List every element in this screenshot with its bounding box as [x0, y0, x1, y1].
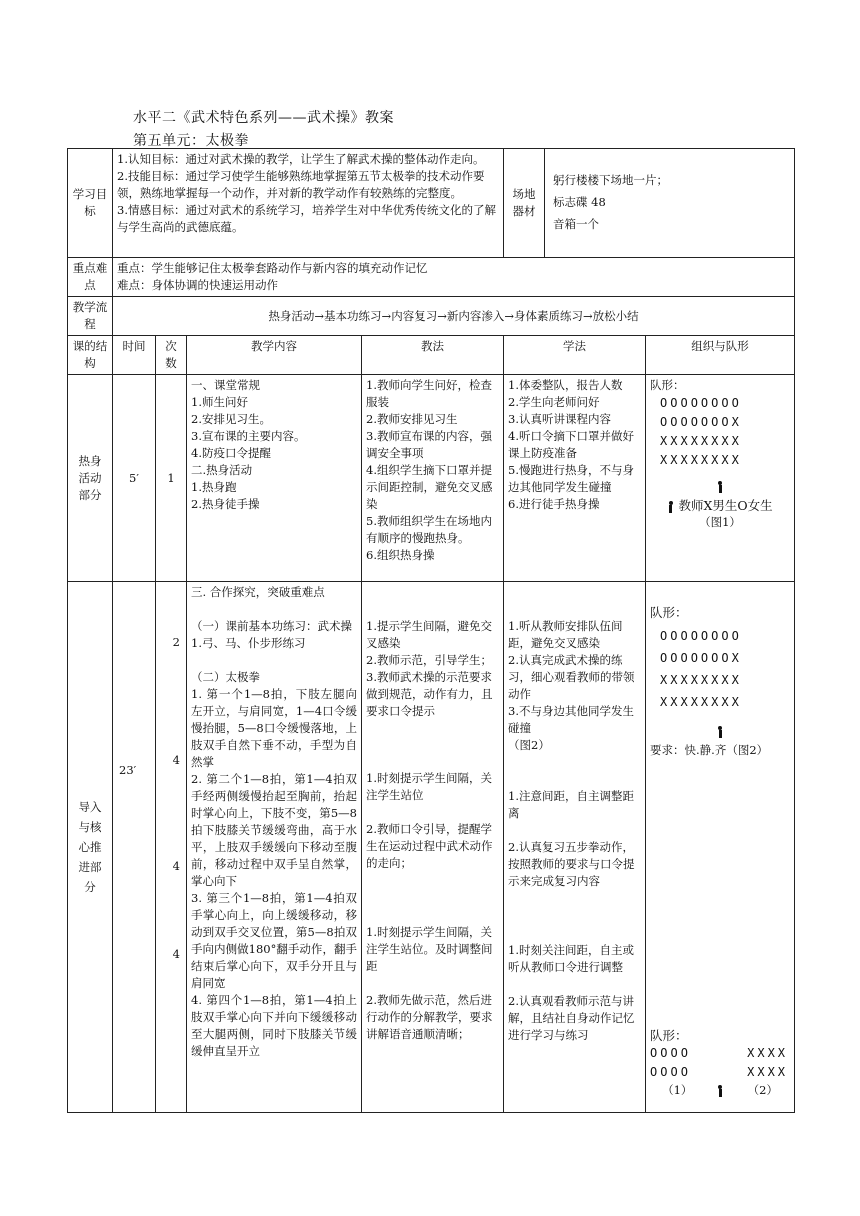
- learning-item: 3.不与身边其他同学发生碰撞: [508, 704, 635, 735]
- learning-item: 4.听口令摘下口罩并做好课上防疫准备: [508, 429, 635, 460]
- document-title: 水平二《武术特色系列——武术操》教案: [133, 110, 394, 126]
- content-step: 1. 第一个1—8拍，下肢左腿向左开立，与肩同宽，1—4口令缓慢抬腿，5—8口令缓慢落地，上肢双手自然下垂不动，手型为自然掌: [191, 687, 357, 769]
- content-step: 2. 第二个1—8拍，第1—4拍双手经两侧缓慢抬起至胸前，抬起时掌心向上，下肢不变，第5—8拍下肢膝关节缓缓弯曲，高于水平，上肢双手缓缓向下移动至腹前，移动过程中双手呈自然掌，掌心向下: [191, 772, 357, 888]
- teacher-legend-icon: [667, 501, 674, 513]
- figure-caption: （图1）: [699, 515, 741, 529]
- teaching-item: 1.时刻提示学生间隔，关注学生站位: [366, 771, 492, 802]
- venue-cell: [504, 149, 795, 258]
- content-line: 2.安排见习生。: [191, 412, 271, 426]
- header-organization: 组织与队形: [646, 336, 795, 375]
- formation-label: 队形：: [650, 605, 688, 620]
- count-value: 2: [172, 635, 180, 649]
- flow-label: 教学流程: [68, 297, 113, 336]
- teaching-item: 3.教师宣布课的内容，强调安全事项: [366, 429, 492, 460]
- header-count: 次数: [156, 336, 187, 375]
- teaching-item: 5.教师组织学生在场地内有顺序的慢跑热身。: [366, 514, 492, 545]
- goal-cognitive: 1.认知目标：通过对武术操的教学，让学生了解武术操的整体动作走向。: [117, 152, 485, 166]
- main-counts: [156, 582, 187, 1113]
- content-step: 3. 第三个1—8拍，第1—4拍双手掌心向上，向上缓缓移动，移动到双手交叉位置，第5—8拍双手向内侧做180°翻手动作，翻手结束后掌心向下，双手分开且与肩同宽: [191, 891, 357, 990]
- unit-title: 第五单元：太极拳: [133, 133, 249, 149]
- learning-item: 2.认真观看教师示范与讲解，且结社自身动作记忆进行学习与练习: [508, 994, 635, 1042]
- teaching-item: 2.教师安排见习生: [366, 412, 458, 426]
- learning-item: 1.听从教师安排队伍间距，避免交叉感染: [508, 619, 623, 650]
- warmup-teaching: [362, 375, 504, 582]
- goals-row: [68, 149, 795, 258]
- goal-emotion: 3.情感目标：通过对武术的系统学习，培养学生对中华优秀传统文化的了解与学生高尚的武德底蕴。: [117, 203, 496, 234]
- warmup-row: [68, 375, 795, 582]
- learning-item: 2.认真完成武术操的练习，细心观看教师的带领动作: [508, 653, 635, 701]
- requirement-text: 要求：快.静.齐（图2）: [650, 743, 769, 757]
- formation-row: OOOOOOOX: [660, 415, 742, 429]
- learning-item: 6.进行徒手热身操: [508, 497, 600, 511]
- content-line: 2.热身徒手操: [191, 497, 260, 511]
- lesson-plan-table: [67, 148, 795, 1113]
- teacher-icon: [717, 1085, 724, 1097]
- pair-left-row: OOOO: [650, 1065, 691, 1079]
- content-basic-item: 1.弓、马、仆步形练习: [191, 636, 306, 650]
- main-learning: [504, 582, 646, 1113]
- pair-right-row: XXXX: [747, 1065, 789, 1079]
- header-time: 时间: [113, 336, 156, 375]
- content-line: 1.师生问好: [191, 395, 248, 409]
- key-points-row: [68, 258, 795, 297]
- count-value: 4: [172, 947, 180, 961]
- goals-label: 学习目标: [68, 149, 113, 258]
- count-value: 4: [172, 859, 180, 873]
- goal-skill: 2.技能目标：通过学习使学生能够熟练地掌握第五节太极拳的技术动作要领，熟练地掌握每一个动作，并对新的教学动作有较熟练的完整度。: [117, 169, 485, 200]
- count-value: 4: [172, 753, 180, 767]
- teaching-item: 1.提示学生间隔，避免交叉感染: [366, 619, 492, 650]
- formation-row: XXXXXXXX: [660, 453, 742, 467]
- key-points-label: 重点难点: [68, 258, 113, 297]
- content-intro: 三. 合作探究，突破重难点: [191, 585, 325, 599]
- flow-text: 热身活动→基本功练习→内容复习→新内容渗入→身体素质练习→放松小结: [113, 297, 795, 336]
- venue-label: 场地器材: [504, 149, 545, 257]
- learning-item: 3.认真听讲课程内容: [508, 412, 612, 426]
- header-content: 教学内容: [187, 336, 362, 375]
- teaching-item: 1.教师向学生问好，检查服装: [366, 378, 492, 409]
- formation-row: OOOOOOOO: [660, 396, 742, 410]
- warmup-organization: [646, 375, 795, 582]
- formation-row: OOOOOOOX: [660, 651, 742, 665]
- content-line: 1.热身跑: [191, 480, 237, 494]
- venue-item: 标志碟 48: [553, 195, 606, 209]
- learning-item: 2.认真复习五步拳动作，按照教师的要求与口令提示来完成复习内容: [508, 840, 635, 888]
- goals-content: [113, 149, 504, 258]
- warmup-time: 5′: [113, 375, 156, 582]
- learning-item: 1.时刻关注间距，自主或听从教师口令进行调整: [508, 943, 635, 974]
- main-organization: [646, 582, 795, 1113]
- main-content: [187, 582, 362, 1113]
- content-line: 4.防疫口令提醒: [191, 446, 271, 460]
- warmup-count: 1: [156, 375, 187, 582]
- pair-figure-2: （2）: [747, 1083, 778, 1097]
- teaching-item: 3.教师武术操的示范要求做到规范，动作有力，且要求口令提示: [366, 670, 493, 718]
- warmup-learning: [504, 375, 646, 582]
- teacher-icon: [717, 726, 724, 738]
- learning-item: 1.体委整队，报告人数: [508, 378, 623, 392]
- main-row: [68, 582, 795, 1113]
- warmup-content: [187, 375, 362, 582]
- focus-text: 重点：学生能够记住太极拳套路动作与新内容的填充动作记忆: [117, 261, 428, 275]
- content-line: 二.热身活动: [191, 463, 253, 477]
- teaching-item: 2.教师口令引导，提醒学生在运动过程中武术动作的走向；: [366, 822, 493, 870]
- learning-item: （图2）: [508, 738, 550, 752]
- formation-label: 队形：: [650, 1028, 688, 1043]
- venue-item: 躬行楼楼下场地一片；: [553, 173, 669, 187]
- main-time: [113, 582, 156, 1113]
- legend-text: 教师X男生O女生: [678, 498, 773, 513]
- formation-label: 队形：: [650, 378, 685, 392]
- content-basic-title: （一）课前基本功练习：武术操: [191, 619, 352, 633]
- learning-item: 2.学生向老师问好: [508, 395, 600, 409]
- content-line: 一、课堂常规: [191, 378, 260, 392]
- formation-row: OOOOOOOO: [660, 629, 742, 643]
- content-taiji-title: （二）太极拳: [191, 670, 260, 684]
- pair-figure-1: （1）: [662, 1083, 693, 1097]
- flow-row: [68, 297, 795, 336]
- pair-left-row: OOOO: [650, 1046, 691, 1060]
- content-step: 4. 第四个1—8拍，第1—4拍上肢双手掌心向下并向下缓缓移动至大腿两侧，同时下肢膝关节缓缓伸直呈开立: [191, 993, 357, 1058]
- main-structure: 导入与核心推进部分: [68, 582, 113, 1113]
- teaching-item: 2.教师先做示范，然后进行动作的分解教学，要求讲解语音通顺清晰；: [366, 993, 493, 1041]
- warmup-structure: 热身活动部分: [68, 375, 113, 582]
- learning-item: 1.注意间距，自主调整距离: [508, 789, 635, 820]
- header-learning: 学法: [504, 336, 646, 375]
- formation-row: XXXXXXXX: [660, 673, 742, 687]
- header-row: [68, 336, 795, 375]
- teaching-item: 4.组织学生摘下口罩并提示间距控制，避免交叉感染: [366, 463, 493, 511]
- key-points-content: [113, 258, 795, 297]
- teaching-item: 2.教师示范，引导学生；: [366, 653, 492, 667]
- main-time-value: 23′: [119, 763, 137, 777]
- formation-row: XXXXXXXX: [660, 695, 742, 709]
- learning-item: 5.慢跑进行热身，不与身边其他同学发生碰撞: [508, 463, 635, 494]
- teacher-icon: [717, 481, 724, 493]
- formation-row: XXXXXXXX: [660, 434, 742, 448]
- teaching-item: 6.组织热身操: [366, 548, 435, 562]
- header-structure: 课的结构: [68, 336, 113, 375]
- teaching-item: 1.时刻提示学生间隔，关注学生站位。及时调整间距: [366, 925, 493, 973]
- main-teaching: [362, 582, 504, 1113]
- difficulty-text: 难点：身体协调的快速运用动作: [117, 278, 278, 292]
- venue-item: 音箱一个: [553, 217, 600, 231]
- header-teaching: 教法: [362, 336, 504, 375]
- content-line: 3.宣布课的主要内容。: [191, 429, 306, 443]
- pair-right-row: XXXX: [747, 1046, 789, 1060]
